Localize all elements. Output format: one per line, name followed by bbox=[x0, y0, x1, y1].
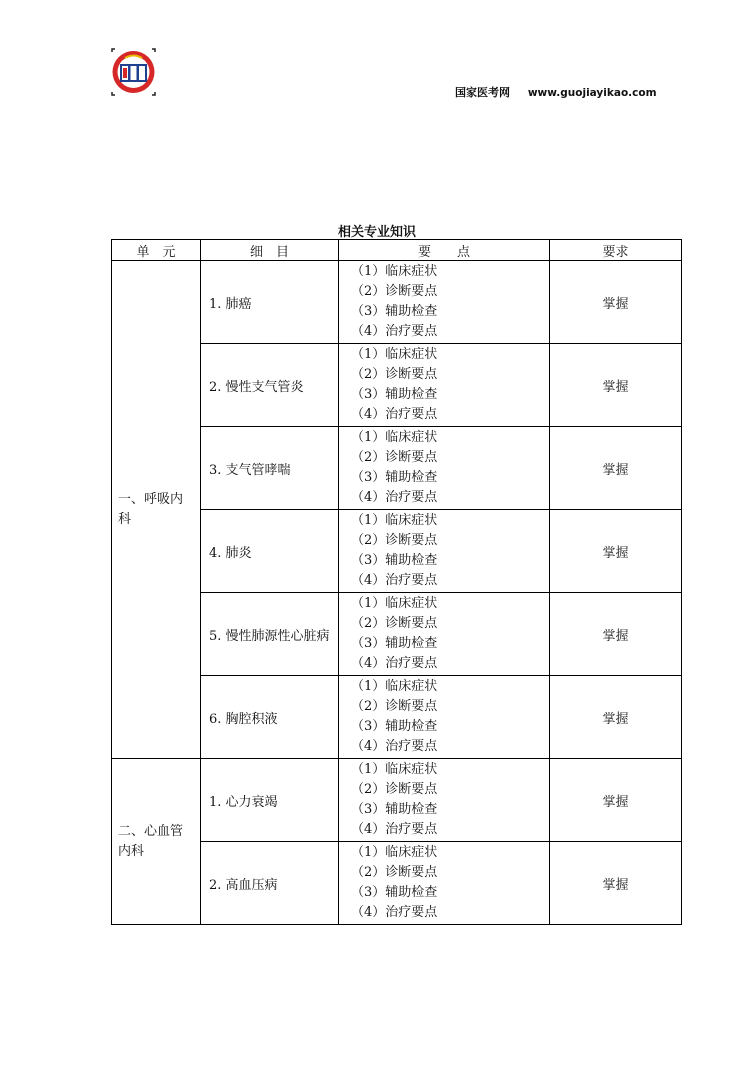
requirement-cell: 掌握 bbox=[550, 676, 682, 759]
site-logo bbox=[111, 48, 156, 96]
requirement-cell: 掌握 bbox=[550, 261, 682, 344]
point-item: （1）临床症状 bbox=[351, 679, 438, 694]
requirement-cell: 掌握 bbox=[550, 427, 682, 510]
header-item: 细 目 bbox=[201, 240, 339, 261]
points-cell bbox=[339, 842, 550, 925]
point-item: （3）辅助检查 bbox=[351, 802, 438, 817]
item-cell: 5. 慢性肺源性心脏病 bbox=[201, 593, 339, 676]
point-item: （4）治疗要点 bbox=[351, 407, 438, 422]
point-item: （2）诊断要点 bbox=[351, 699, 438, 714]
item-cell: 3. 支气管哮喘 bbox=[201, 427, 339, 510]
site-header bbox=[455, 84, 657, 100]
table-row bbox=[112, 261, 682, 344]
page-title: 相关专业知识 bbox=[337, 225, 416, 240]
point-item: （1）临床症状 bbox=[351, 596, 438, 611]
point-item: （2）诊断要点 bbox=[351, 450, 438, 465]
point-item: （2）诊断要点 bbox=[351, 284, 438, 299]
point-item: （3）辅助检查 bbox=[351, 636, 438, 651]
item-cell: 4. 肺炎 bbox=[201, 510, 339, 593]
point-item: （3）辅助检查 bbox=[351, 719, 438, 734]
header-unit: 单 元 bbox=[112, 240, 201, 261]
point-item: （3）辅助检查 bbox=[351, 553, 438, 568]
point-item: （3）辅助检查 bbox=[351, 885, 438, 900]
point-item: （1）临床症状 bbox=[351, 762, 438, 777]
point-item: （1）临床症状 bbox=[351, 264, 438, 279]
points-cell bbox=[339, 759, 550, 842]
table-row bbox=[112, 759, 682, 842]
site-url[interactable]: www.guojiayikao.com bbox=[527, 87, 657, 99]
unit-cell: 一、呼吸内科 bbox=[112, 261, 201, 759]
unit-cell: 二、心血管内科 bbox=[112, 759, 201, 925]
point-item: （3）辅助检查 bbox=[351, 470, 438, 485]
point-item: （4）治疗要点 bbox=[351, 656, 438, 671]
point-item: （1）临床症状 bbox=[351, 513, 438, 528]
points-cell bbox=[339, 676, 550, 759]
points-cell bbox=[339, 261, 550, 344]
point-item: （4）治疗要点 bbox=[351, 490, 438, 505]
point-item: （1）临床症状 bbox=[351, 430, 438, 445]
requirement-cell: 掌握 bbox=[550, 842, 682, 925]
item-cell: 2. 慢性支气管炎 bbox=[201, 344, 339, 427]
point-item: （4）治疗要点 bbox=[351, 822, 438, 837]
item-cell: 1. 心力衰竭 bbox=[201, 759, 339, 842]
site-name: 国家医考网 bbox=[455, 86, 510, 99]
point-item: （1）临床症状 bbox=[351, 845, 438, 860]
item-cell: 1. 肺癌 bbox=[201, 261, 339, 344]
point-item: （4）治疗要点 bbox=[351, 739, 438, 754]
points-cell bbox=[339, 510, 550, 593]
point-item: （2）诊断要点 bbox=[351, 533, 438, 548]
requirement-cell: 掌握 bbox=[550, 593, 682, 676]
point-item: （2）诊断要点 bbox=[351, 367, 438, 382]
point-item: （4）治疗要点 bbox=[351, 324, 438, 339]
header-requirement: 要求 bbox=[550, 240, 682, 261]
requirement-cell: 掌握 bbox=[550, 510, 682, 593]
header-points: 要 点 bbox=[339, 240, 550, 261]
point-item: （4）治疗要点 bbox=[351, 905, 438, 920]
point-item: （2）诊断要点 bbox=[351, 865, 438, 880]
point-item: （3）辅助检查 bbox=[351, 387, 438, 402]
points-cell bbox=[339, 593, 550, 676]
point-item: （4）治疗要点 bbox=[351, 573, 438, 588]
points-cell bbox=[339, 344, 550, 427]
point-item: （3）辅助检查 bbox=[351, 304, 438, 319]
point-item: （1）临床症状 bbox=[351, 347, 438, 362]
table-header-row bbox=[112, 240, 682, 261]
syllabus-table bbox=[111, 239, 682, 925]
points-cell bbox=[339, 427, 550, 510]
requirement-cell: 掌握 bbox=[550, 344, 682, 427]
item-cell: 6. 胸腔积液 bbox=[201, 676, 339, 759]
requirement-cell: 掌握 bbox=[550, 759, 682, 842]
point-item: （2）诊断要点 bbox=[351, 616, 438, 631]
item-cell: 2. 高血压病 bbox=[201, 842, 339, 925]
point-item: （2）诊断要点 bbox=[351, 782, 438, 797]
